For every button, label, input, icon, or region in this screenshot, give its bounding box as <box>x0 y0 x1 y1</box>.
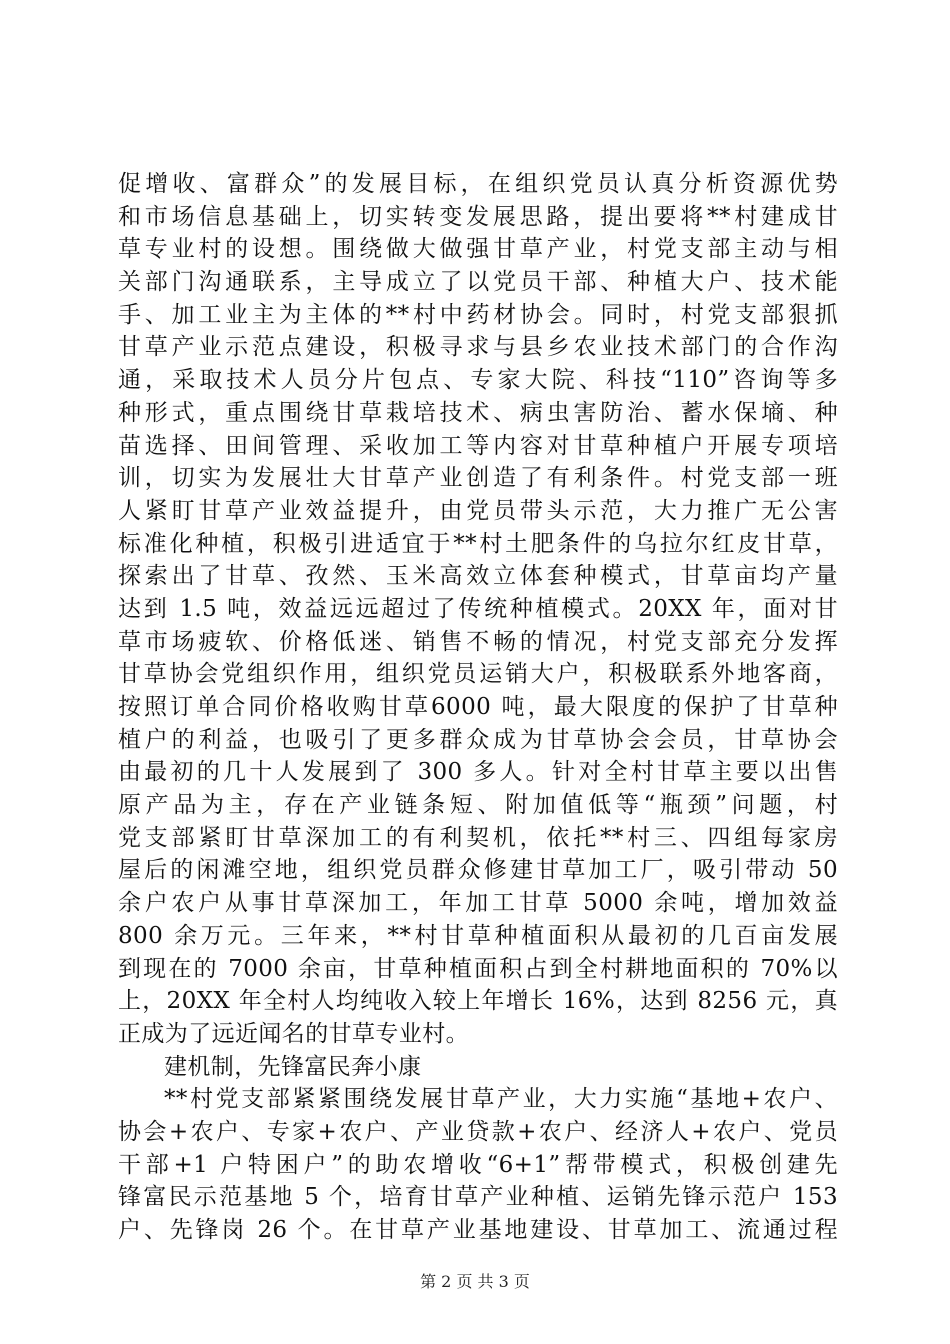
text-line: 手、加工业主为主体的**村中药材协会。同时，村党支部狠抓 <box>118 301 838 328</box>
text-line: 关部门沟通联系，主导成立了以党员干部、种植大户、技术能 <box>118 269 838 296</box>
text-line: **村党支部紧紧围绕发展甘草产业，大力实施“基地+农户、 <box>164 1086 838 1113</box>
text-line: 锋富民示范基地 5 个，培育甘草产业种植、运销先锋示范户 153 <box>118 1184 838 1211</box>
text-line: 户、先锋岗 26 个。在甘草产业基地建设、甘草加工、流通过程 <box>118 1217 838 1243</box>
text-line: 甘草产业示范点建设，积极寻求与县乡农业技术部门的合作沟 <box>118 334 838 361</box>
text-line: 植户的利益，也吸引了更多群众成为甘草协会会员，甘草协会 <box>118 726 838 753</box>
text-line: 草市场疲软、价格低迷、销售不畅的情况，村党支部充分发挥 <box>118 628 838 655</box>
text-line: 由最初的几十人发展到了 300 多人。针对全村甘草主要以出售 <box>118 759 838 786</box>
body-text <box>118 168 838 1247</box>
text-line: 苗选择、田间管理、采收加工等内容对甘草种植户开展专项培 <box>118 432 838 459</box>
text-line: 草专业村的设想。围绕做大做强甘草产业，村党支部主动与相 <box>118 236 838 263</box>
text-line: 达到 1.5 吨，效益远远超过了传统种植模式。20XX 年，面对甘 <box>118 595 838 622</box>
text-line: 党支部紧盯甘草深加工的有利契机，依托**村三、四组每家房 <box>118 824 838 851</box>
text-line: 人紧盯甘草产业效益提升，由党员带头示范，大力推广无公害 <box>118 497 838 524</box>
text-line: 到现在的 7000 余亩，甘草种植面积占到全村耕地面积的 70%以 <box>118 955 838 982</box>
text-line: 通，采取技术人员分片包点、专家大院、科技“110”咨询等多 <box>118 367 838 394</box>
text-line: 原产品为主，存在产业链条短、附加值低等“瓶颈”问题，村 <box>118 792 838 819</box>
text-line: 探索出了甘草、孜然、玉米高效立体套种模式，甘草亩均产量 <box>118 563 838 590</box>
text-line: 协会+农户、专家+农户、产业贷款+农户、经济人+农户、党员 <box>118 1118 838 1145</box>
section-heading: 建机制，先锋富民奔小康 <box>164 1053 422 1080</box>
text-line: 按照订单合同价格收购甘草6000 吨，最大限度的保护了甘草种 <box>118 694 838 720</box>
text-line: 和市场信息基础上，切实转变发展思路，提出要将**村建成甘 <box>118 203 838 230</box>
text-line: 余户农户从事甘草深加工，年加工甘草 5000 余吨，增加效益 <box>118 890 838 917</box>
text-line: 800 余万元。三年来，**村甘草种植面积从最初的几百亩发展 <box>118 922 838 949</box>
text-line: 上，20XX 年全村人均纯收入较上年增长 16%，达到 8256 元，真 <box>118 988 838 1015</box>
text-line: 正成为了远近闻名的甘草专业村。 <box>118 1020 469 1047</box>
text-line: 甘草协会党组织作用，组织党员运销大户，积极联系外地客商， <box>118 661 838 688</box>
text-line: 标准化种植，积极引进适宜于**村土肥条件的乌拉尔红皮甘草， <box>118 530 838 557</box>
text-line: 干部+1 户特困户”的助农增收“6+1”帮带模式，积极创建先 <box>118 1151 838 1178</box>
text-line: 训，切实为发展壮大甘草产业创造了有利条件。村党支部一班 <box>118 465 838 492</box>
page-number-footer: 第 2 页 共 3 页 <box>420 1272 530 1291</box>
text-line: 促增收、富群众”的发展目标，在组织党员认真分析资源优势 <box>118 171 838 197</box>
text-line: 屋后的闲滩空地，组织党员群众修建甘草加工厂，吸引带动 50 <box>118 857 838 884</box>
text-line: 种形式，重点围绕甘草栽培技术、病虫害防治、蓄水保墒、种 <box>118 399 838 426</box>
